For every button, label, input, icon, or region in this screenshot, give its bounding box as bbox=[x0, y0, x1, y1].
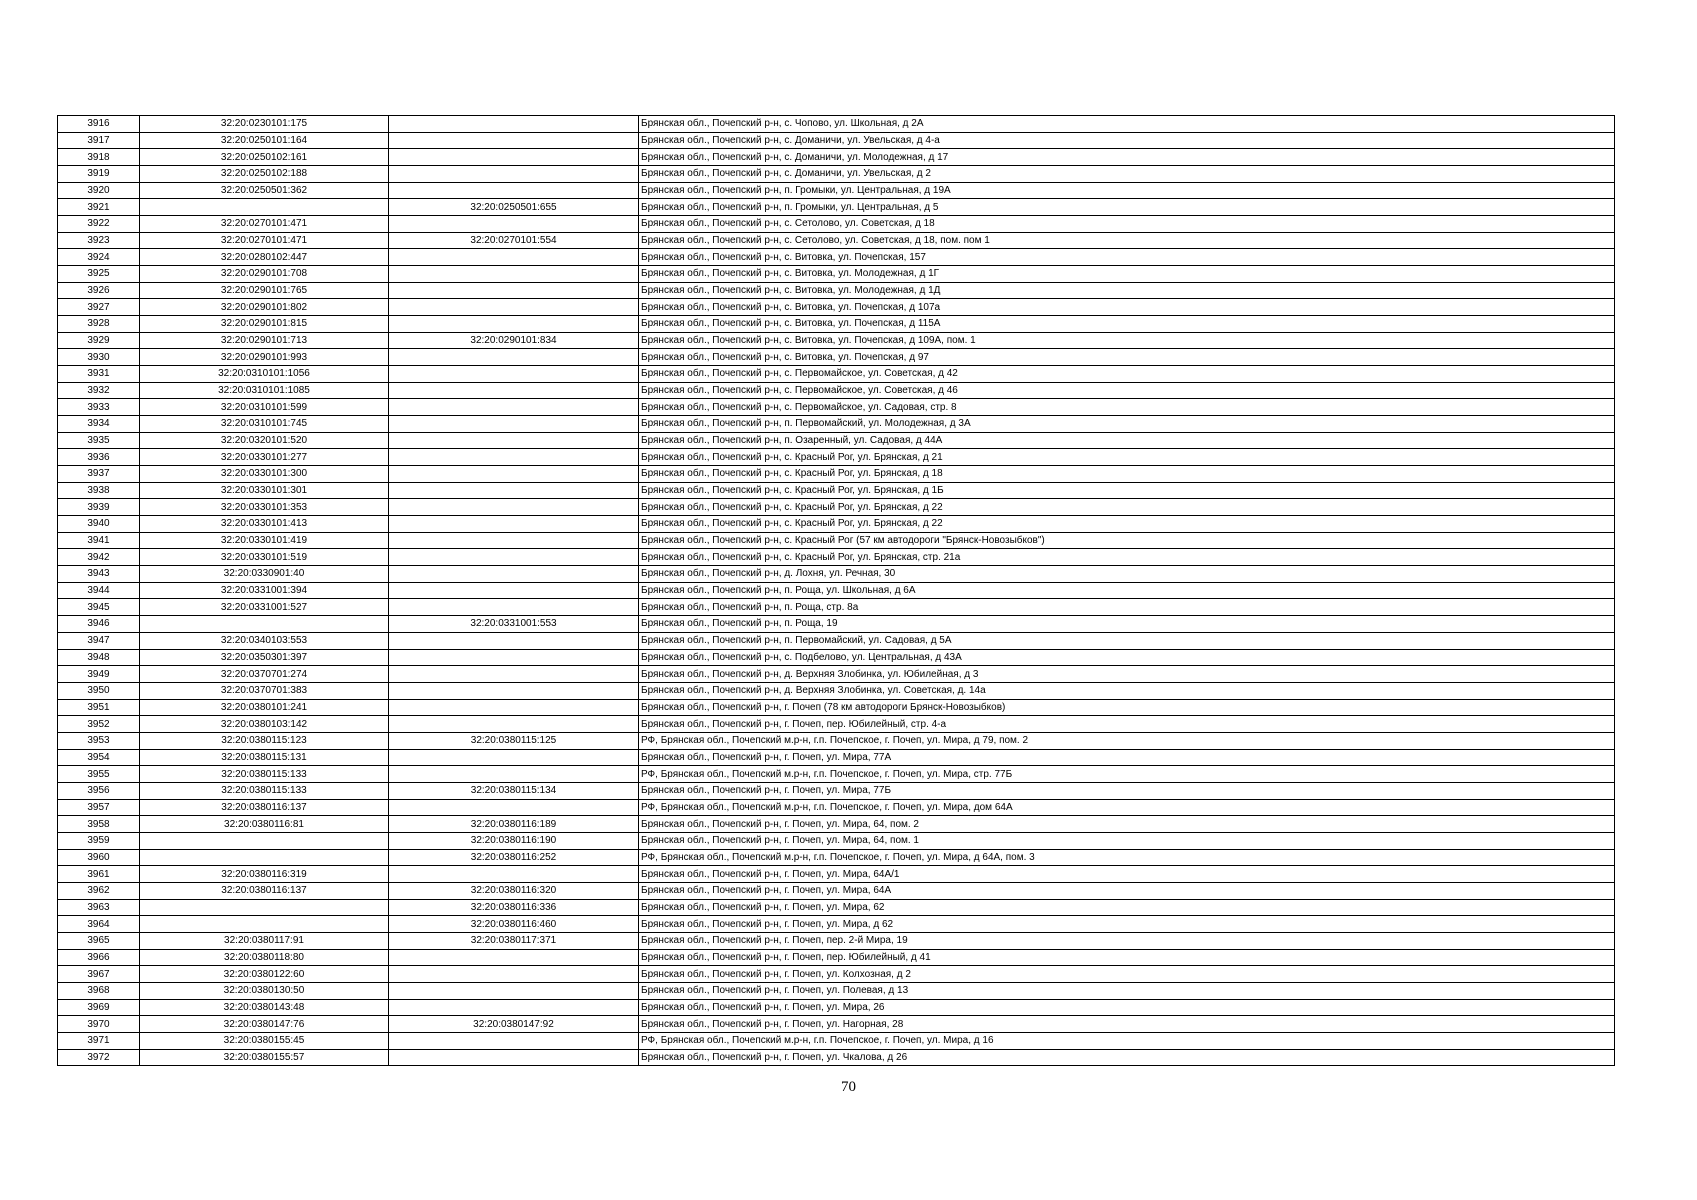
table-row bbox=[58, 632, 1615, 649]
table-row bbox=[58, 599, 1615, 616]
row-number-cell: 3969 bbox=[58, 999, 140, 1016]
table-row bbox=[58, 582, 1615, 599]
cadastral-number-cell: 32:20:0380143:48 bbox=[140, 999, 389, 1016]
address-cell: Брянская обл., Почепский р-н, с. Первомайское, ул. Советская, д 46 bbox=[639, 382, 1615, 399]
related-cadastral-number-cell bbox=[389, 299, 639, 316]
table-row bbox=[58, 432, 1615, 449]
row-number-cell: 3955 bbox=[58, 766, 140, 783]
row-number-cell: 3928 bbox=[58, 316, 140, 333]
cadastral-number-cell: 32:20:0380118:80 bbox=[140, 949, 389, 966]
table-row bbox=[58, 216, 1615, 233]
table-row bbox=[58, 899, 1615, 916]
row-number-cell: 3926 bbox=[58, 282, 140, 299]
row-number-cell: 3935 bbox=[58, 432, 140, 449]
row-number-cell: 3922 bbox=[58, 216, 140, 233]
address-cell: Брянская обл., Почепский р-н, г. Почеп (78 км автодороги Брянск-Новозыбков) bbox=[639, 699, 1615, 716]
row-number-cell: 3917 bbox=[58, 132, 140, 149]
related-cadastral-number-cell bbox=[389, 949, 639, 966]
address-cell: Брянская обл., Почепский р-н, с. Красный Рог, ул. Брянская, стр. 21а bbox=[639, 549, 1615, 566]
registry-body bbox=[58, 116, 1615, 1066]
related-cadastral-number-cell bbox=[389, 532, 639, 549]
row-number-cell: 3952 bbox=[58, 716, 140, 733]
table-row bbox=[58, 299, 1615, 316]
row-number-cell: 3924 bbox=[58, 249, 140, 266]
cadastral-number-cell: 32:20:0380115:133 bbox=[140, 766, 389, 783]
address-cell: Брянская обл., Почепский р-н, с. Первомайское, ул. Советская, д 42 bbox=[639, 366, 1615, 383]
related-cadastral-number-cell bbox=[389, 482, 639, 499]
table-row bbox=[58, 866, 1615, 883]
related-cadastral-number-cell bbox=[389, 166, 639, 183]
related-cadastral-number-cell bbox=[389, 449, 639, 466]
address-cell: Брянская обл., Почепский р-н, с. Красный Рог, ул. Брянская, д 22 bbox=[639, 499, 1615, 516]
table-row bbox=[58, 1032, 1615, 1049]
address-cell: Брянская обл., Почепский р-н, д. Верхняя Злобинка, ул. Советская, д. 14а bbox=[639, 682, 1615, 699]
cadastral-number-cell: 32:20:0250102:188 bbox=[140, 166, 389, 183]
table-row bbox=[58, 982, 1615, 999]
cadastral-number-cell: 32:20:0380115:131 bbox=[140, 749, 389, 766]
row-number-cell: 3932 bbox=[58, 382, 140, 399]
cadastral-number-cell: 32:20:0310101:1085 bbox=[140, 382, 389, 399]
table-row bbox=[58, 116, 1615, 133]
row-number-cell: 3919 bbox=[58, 166, 140, 183]
address-cell: Брянская обл., Почепский р-н, п. Роща, 19 bbox=[639, 616, 1615, 633]
table-row bbox=[58, 932, 1615, 949]
row-number-cell: 3956 bbox=[58, 782, 140, 799]
row-number-cell: 3953 bbox=[58, 732, 140, 749]
cadastral-number-cell: 32:20:0331001:394 bbox=[140, 582, 389, 599]
related-cadastral-number-cell bbox=[389, 499, 639, 516]
table-row bbox=[58, 499, 1615, 516]
row-number-cell: 3968 bbox=[58, 982, 140, 999]
related-cadastral-number-cell bbox=[389, 566, 639, 583]
address-cell: Брянская обл., Почепский р-н, д. Верхняя Злобинка, ул. Юбилейная, д 3 bbox=[639, 666, 1615, 683]
address-cell: Брянская обл., Почепский р-н, с. Сетолово, ул. Советская, д 18 bbox=[639, 216, 1615, 233]
related-cadastral-number-cell bbox=[389, 466, 639, 483]
related-cadastral-number-cell bbox=[389, 599, 639, 616]
row-number-cell: 3943 bbox=[58, 566, 140, 583]
cadastral-number-cell: 32:20:0290101:802 bbox=[140, 299, 389, 316]
table-row bbox=[58, 999, 1615, 1016]
table-row bbox=[58, 682, 1615, 699]
address-cell: Брянская обл., Почепский р-н, г. Почеп, пер. 2-й Мира, 19 bbox=[639, 932, 1615, 949]
table-row bbox=[58, 666, 1615, 683]
table-row bbox=[58, 416, 1615, 433]
cadastral-number-cell: 32:20:0290101:713 bbox=[140, 332, 389, 349]
cadastral-number-cell: 32:20:0310101:745 bbox=[140, 416, 389, 433]
related-cadastral-number-cell bbox=[389, 999, 639, 1016]
address-cell: Брянская обл., Почепский р-н, с. Красный Рог, ул. Брянская, д 21 bbox=[639, 449, 1615, 466]
row-number-cell: 3964 bbox=[58, 916, 140, 933]
address-cell: Брянская обл., Почепский р-н, г. Почеп, ул. Мира, 64А/1 bbox=[639, 866, 1615, 883]
cadastral-number-cell bbox=[140, 916, 389, 933]
address-cell: Брянская обл., Почепский р-н, с. Подбелово, ул. Центральная, д 43А bbox=[639, 649, 1615, 666]
table-row bbox=[58, 782, 1615, 799]
address-cell: Брянская обл., Почепский р-н, с. Сетолово, ул. Советская, д 18, пом. пом 1 bbox=[639, 232, 1615, 249]
row-number-cell: 3942 bbox=[58, 549, 140, 566]
row-number-cell: 3920 bbox=[58, 182, 140, 199]
cadastral-number-cell: 32:20:0380103:142 bbox=[140, 716, 389, 733]
cadastral-number-cell: 32:20:0290101:815 bbox=[140, 316, 389, 333]
row-number-cell: 3945 bbox=[58, 599, 140, 616]
address-cell: Брянская обл., Почепский р-н, с. Доманичи, ул. Увельская, д 2 bbox=[639, 166, 1615, 183]
address-cell: РФ, Брянская обл., Почепский м.р-н, г.п. Почепское, г. Почеп, ул. Мира, д 16 bbox=[639, 1032, 1615, 1049]
cadastral-number-cell: 32:20:0380116:137 bbox=[140, 882, 389, 899]
row-number-cell: 3933 bbox=[58, 399, 140, 416]
cadastral-number-cell: 32:20:0380101:241 bbox=[140, 699, 389, 716]
row-number-cell: 3918 bbox=[58, 149, 140, 166]
table-row bbox=[58, 466, 1615, 483]
address-cell: Брянская обл., Почепский р-н, с. Витовка, ул. Молодежная, д 1Г bbox=[639, 266, 1615, 283]
address-cell: Брянская обл., Почепский р-н, с. Витовка, ул. Молодежная, д 1Д bbox=[639, 282, 1615, 299]
related-cadastral-number-cell: 32:20:0380117:371 bbox=[389, 932, 639, 949]
address-cell: РФ, Брянская обл., Почепский м.р-н, г.п. Почепское, г. Почеп, ул. Мира, стр. 77Б bbox=[639, 766, 1615, 783]
row-number-cell: 3972 bbox=[58, 1049, 140, 1066]
related-cadastral-number-cell bbox=[389, 1049, 639, 1066]
related-cadastral-number-cell bbox=[389, 649, 639, 666]
address-cell: Брянская обл., Почепский р-н, с. Красный Рог, ул. Брянская, д 22 bbox=[639, 516, 1615, 533]
related-cadastral-number-cell: 32:20:0380116:190 bbox=[389, 832, 639, 849]
table-row bbox=[58, 949, 1615, 966]
row-number-cell: 3940 bbox=[58, 516, 140, 533]
row-number-cell: 3967 bbox=[58, 966, 140, 983]
row-number-cell: 3960 bbox=[58, 849, 140, 866]
related-cadastral-number-cell: 32:20:0380116:252 bbox=[389, 849, 639, 866]
address-cell: РФ, Брянская обл., Почепский м.р-н, г.п. Почепское, г. Почеп, ул. Мира, дом 64А bbox=[639, 799, 1615, 816]
row-number-cell: 3949 bbox=[58, 666, 140, 683]
table-row bbox=[58, 766, 1615, 783]
table-row bbox=[58, 199, 1615, 216]
cadastral-number-cell: 32:20:0230101:175 bbox=[140, 116, 389, 133]
row-number-cell: 3950 bbox=[58, 682, 140, 699]
address-cell: Брянская обл., Почепский р-н, с. Витовка, ул. Почепская, д 97 bbox=[639, 349, 1615, 366]
table-row bbox=[58, 699, 1615, 716]
row-number-cell: 3948 bbox=[58, 649, 140, 666]
address-cell: Брянская обл., Почепский р-н, г. Почеп, ул. Мира, 64А bbox=[639, 882, 1615, 899]
row-number-cell: 3970 bbox=[58, 1016, 140, 1033]
related-cadastral-number-cell bbox=[389, 516, 639, 533]
row-number-cell: 3923 bbox=[58, 232, 140, 249]
table-row bbox=[58, 716, 1615, 733]
cadastral-number-cell: 32:20:0380130:50 bbox=[140, 982, 389, 999]
related-cadastral-number-cell bbox=[389, 366, 639, 383]
row-number-cell: 3941 bbox=[58, 532, 140, 549]
table-row bbox=[58, 332, 1615, 349]
page-number: 70 bbox=[841, 1079, 856, 1095]
cadastral-number-cell: 32:20:0280102:447 bbox=[140, 249, 389, 266]
cadastral-number-cell: 32:20:0380155:57 bbox=[140, 1049, 389, 1066]
related-cadastral-number-cell bbox=[389, 632, 639, 649]
related-cadastral-number-cell bbox=[389, 432, 639, 449]
address-cell: Брянская обл., Почепский р-н, г. Почеп, ул. Колхозная, д 2 bbox=[639, 966, 1615, 983]
row-number-cell: 3966 bbox=[58, 949, 140, 966]
related-cadastral-number-cell bbox=[389, 682, 639, 699]
cadastral-number-cell: 32:20:0290101:993 bbox=[140, 349, 389, 366]
table-row bbox=[58, 649, 1615, 666]
address-cell: Брянская обл., Почепский р-н, с. Витовка, ул. Почепская, д 107а bbox=[639, 299, 1615, 316]
related-cadastral-number-cell bbox=[389, 399, 639, 416]
related-cadastral-number-cell bbox=[389, 416, 639, 433]
table-row bbox=[58, 816, 1615, 833]
cadastral-number-cell: 32:20:0330101:277 bbox=[140, 449, 389, 466]
row-number-cell: 3916 bbox=[58, 116, 140, 133]
cadastral-number-cell: 32:20:0330101:519 bbox=[140, 549, 389, 566]
address-cell: Брянская обл., Почепский р-н, с. Витовка, ул. Почепская, 157 bbox=[639, 249, 1615, 266]
cadastral-number-cell bbox=[140, 616, 389, 633]
row-number-cell: 3927 bbox=[58, 299, 140, 316]
related-cadastral-number-cell bbox=[389, 749, 639, 766]
related-cadastral-number-cell bbox=[389, 666, 639, 683]
cadastral-number-cell: 32:20:0380116:137 bbox=[140, 799, 389, 816]
cadastral-number-cell: 32:20:0290101:708 bbox=[140, 266, 389, 283]
related-cadastral-number-cell: 32:20:0380115:125 bbox=[389, 732, 639, 749]
row-number-cell: 3959 bbox=[58, 832, 140, 849]
cadastral-number-cell: 32:20:0380116:81 bbox=[140, 816, 389, 833]
row-number-cell: 3963 bbox=[58, 899, 140, 916]
address-cell: Брянская обл., Почепский р-н, с. Доманичи, ул. Молодежная, д 17 bbox=[639, 149, 1615, 166]
row-number-cell: 3936 bbox=[58, 449, 140, 466]
address-cell: Брянская обл., Почепский р-н, с. Чопово, ул. Школьная, д 2А bbox=[639, 116, 1615, 133]
address-cell: Брянская обл., Почепский р-н, г. Почеп, ул. Полевая, д 13 bbox=[639, 982, 1615, 999]
table-row bbox=[58, 832, 1615, 849]
table-row bbox=[58, 732, 1615, 749]
table-row bbox=[58, 366, 1615, 383]
cadastral-number-cell: 32:20:0330101:353 bbox=[140, 499, 389, 516]
table-row bbox=[58, 566, 1615, 583]
table-row bbox=[58, 166, 1615, 183]
row-number-cell: 3939 bbox=[58, 499, 140, 516]
row-number-cell: 3930 bbox=[58, 349, 140, 366]
row-number-cell: 3938 bbox=[58, 482, 140, 499]
row-number-cell: 3921 bbox=[58, 199, 140, 216]
cadastral-number-cell: 32:20:0250102:161 bbox=[140, 149, 389, 166]
related-cadastral-number-cell bbox=[389, 982, 639, 999]
related-cadastral-number-cell bbox=[389, 282, 639, 299]
address-cell: Брянская обл., Почепский р-н, г. Почеп, пер. Юбилейный, стр. 4-а bbox=[639, 716, 1615, 733]
address-cell: Брянская обл., Почепский р-н, г. Почеп, ул. Мира, 77А bbox=[639, 749, 1615, 766]
address-cell: Брянская обл., Почепский р-н, г. Почеп, ул. Мира, 62 bbox=[639, 899, 1615, 916]
related-cadastral-number-cell bbox=[389, 582, 639, 599]
table-row bbox=[58, 349, 1615, 366]
address-cell: РФ, Брянская обл., Почепский м.р-н, г.п. Почепское, г. Почеп, ул. Мира, д 79, пом. 2 bbox=[639, 732, 1615, 749]
table-row bbox=[58, 1049, 1615, 1066]
address-cell: Брянская обл., Почепский р-н, п. Роща, стр. 8а bbox=[639, 599, 1615, 616]
address-cell: Брянская обл., Почепский р-н, с. Красный Рог, ул. Брянская, д 18 bbox=[639, 466, 1615, 483]
row-number-cell: 3947 bbox=[58, 632, 140, 649]
address-cell: Брянская обл., Почепский р-н, г. Почеп, ул. Мира, д 62 bbox=[639, 916, 1615, 933]
cadastral-number-cell: 32:20:0370701:274 bbox=[140, 666, 389, 683]
row-number-cell: 3944 bbox=[58, 582, 140, 599]
table-row bbox=[58, 449, 1615, 466]
table-row bbox=[58, 1016, 1615, 1033]
table-row bbox=[58, 916, 1615, 933]
table-row bbox=[58, 316, 1615, 333]
row-number-cell: 3934 bbox=[58, 416, 140, 433]
address-cell: Брянская обл., Почепский р-н, с. Витовка, ул. Почепская, д 109А, пом. 1 bbox=[639, 332, 1615, 349]
row-number-cell: 3946 bbox=[58, 616, 140, 633]
address-cell: Брянская обл., Почепский р-н, г. Почеп, ул. Мира, 64, пом. 1 bbox=[639, 832, 1615, 849]
related-cadastral-number-cell bbox=[389, 382, 639, 399]
cadastral-number-cell: 32:20:0340103:553 bbox=[140, 632, 389, 649]
related-cadastral-number-cell: 32:20:0290101:834 bbox=[389, 332, 639, 349]
table-row bbox=[58, 532, 1615, 549]
related-cadastral-number-cell bbox=[389, 866, 639, 883]
related-cadastral-number-cell: 32:20:0250501:655 bbox=[389, 199, 639, 216]
address-cell: Брянская обл., Почепский р-н, п. Громыки, ул. Центральная, д 5 bbox=[639, 199, 1615, 216]
cadastral-number-cell: 32:20:0270101:471 bbox=[140, 216, 389, 233]
address-cell: Брянская обл., Почепский р-н, п. Первомайский, ул. Молодежная, д 3А bbox=[639, 416, 1615, 433]
related-cadastral-number-cell bbox=[389, 132, 639, 149]
table-row bbox=[58, 882, 1615, 899]
table-row bbox=[58, 516, 1615, 533]
cadastral-number-cell: 32:20:0310101:599 bbox=[140, 399, 389, 416]
cadastral-number-cell: 32:20:0380115:123 bbox=[140, 732, 389, 749]
table-row bbox=[58, 249, 1615, 266]
cadastral-number-cell: 32:20:0330101:419 bbox=[140, 532, 389, 549]
cadastral-number-cell: 32:20:0331001:527 bbox=[140, 599, 389, 616]
table-row bbox=[58, 266, 1615, 283]
row-number-cell: 3925 bbox=[58, 266, 140, 283]
property-registry-table bbox=[57, 115, 1615, 1066]
cadastral-number-cell bbox=[140, 899, 389, 916]
address-cell: Брянская обл., Почепский р-н, с. Витовка, ул. Почепская, д 115А bbox=[639, 316, 1615, 333]
related-cadastral-number-cell: 32:20:0380116:320 bbox=[389, 882, 639, 899]
address-cell: Брянская обл., Почепский р-н, г. Почеп, ул. Нагорная, 28 bbox=[639, 1016, 1615, 1033]
table-row bbox=[58, 399, 1615, 416]
cadastral-number-cell: 32:20:0380122:60 bbox=[140, 966, 389, 983]
table-row bbox=[58, 616, 1615, 633]
row-number-cell: 3961 bbox=[58, 866, 140, 883]
cadastral-number-cell: 32:20:0330901:40 bbox=[140, 566, 389, 583]
table-row bbox=[58, 966, 1615, 983]
address-cell: Брянская обл., Почепский р-н, с. Первомайское, ул. Садовая, стр. 8 bbox=[639, 399, 1615, 416]
cadastral-number-cell: 32:20:0380116:319 bbox=[140, 866, 389, 883]
cadastral-number-cell: 32:20:0250501:362 bbox=[140, 182, 389, 199]
related-cadastral-number-cell bbox=[389, 966, 639, 983]
address-cell: Брянская обл., Почепский р-н, п. Громыки, ул. Центральная, д 19А bbox=[639, 182, 1615, 199]
related-cadastral-number-cell bbox=[389, 216, 639, 233]
address-cell: Брянская обл., Почепский р-н, г. Почеп, ул. Чкалова, д 26 bbox=[639, 1049, 1615, 1066]
related-cadastral-number-cell bbox=[389, 182, 639, 199]
row-number-cell: 3962 bbox=[58, 882, 140, 899]
table-row bbox=[58, 849, 1615, 866]
related-cadastral-number-cell bbox=[389, 549, 639, 566]
address-cell: РФ, Брянская обл., Почепский м.р-н, г.п. Почепское, г. Почеп, ул. Мира, д 64А, пом. 3 bbox=[639, 849, 1615, 866]
row-number-cell: 3965 bbox=[58, 932, 140, 949]
related-cadastral-number-cell bbox=[389, 799, 639, 816]
related-cadastral-number-cell: 32:20:0380116:189 bbox=[389, 816, 639, 833]
table-row bbox=[58, 132, 1615, 149]
address-cell: Брянская обл., Почепский р-н, с. Доманичи, ул. Увельская, д 4-а bbox=[639, 132, 1615, 149]
table-row bbox=[58, 799, 1615, 816]
cadastral-number-cell: 32:20:0290101:765 bbox=[140, 282, 389, 299]
table-row bbox=[58, 482, 1615, 499]
cadastral-number-cell: 32:20:0330101:301 bbox=[140, 482, 389, 499]
table-row bbox=[58, 382, 1615, 399]
related-cadastral-number-cell bbox=[389, 1032, 639, 1049]
related-cadastral-number-cell bbox=[389, 316, 639, 333]
cadastral-number-cell: 32:20:0270101:471 bbox=[140, 232, 389, 249]
row-number-cell: 3929 bbox=[58, 332, 140, 349]
related-cadastral-number-cell bbox=[389, 116, 639, 133]
cadastral-number-cell: 32:20:0350301:397 bbox=[140, 649, 389, 666]
related-cadastral-number-cell bbox=[389, 716, 639, 733]
address-cell: Брянская обл., Почепский р-н, с. Красный Рог, ул. Брянская, д 1Б bbox=[639, 482, 1615, 499]
row-number-cell: 3957 bbox=[58, 799, 140, 816]
address-cell: Брянская обл., Почепский р-н, с. Красный Рог (57 км автодороги "Брянск-Новозыбков") bbox=[639, 532, 1615, 549]
table-row bbox=[58, 149, 1615, 166]
related-cadastral-number-cell: 32:20:0380147:92 bbox=[389, 1016, 639, 1033]
cadastral-number-cell: 32:20:0380155:45 bbox=[140, 1032, 389, 1049]
address-cell: Брянская обл., Почепский р-н, г. Почеп, ул. Мира, 64, пом. 2 bbox=[639, 816, 1615, 833]
table-row bbox=[58, 182, 1615, 199]
cadastral-number-cell: 32:20:0310101:1056 bbox=[140, 366, 389, 383]
cadastral-number-cell bbox=[140, 849, 389, 866]
related-cadastral-number-cell bbox=[389, 266, 639, 283]
cadastral-number-cell: 32:20:0250101:164 bbox=[140, 132, 389, 149]
related-cadastral-number-cell bbox=[389, 349, 639, 366]
row-number-cell: 3971 bbox=[58, 1032, 140, 1049]
address-cell: Брянская обл., Почепский р-н, п. Озаренный, ул. Садовая, д 44А bbox=[639, 432, 1615, 449]
address-cell: Брянская обл., Почепский р-н, п. Роща, ул. Школьная, д 6А bbox=[639, 582, 1615, 599]
address-cell: Брянская обл., Почепский р-н, г. Почеп, ул. Мира, 77Б bbox=[639, 782, 1615, 799]
cadastral-number-cell: 32:20:0380117:91 bbox=[140, 932, 389, 949]
cadastral-number-cell: 32:20:0320101:520 bbox=[140, 432, 389, 449]
table-row bbox=[58, 282, 1615, 299]
row-number-cell: 3954 bbox=[58, 749, 140, 766]
cadastral-number-cell: 32:20:0330101:300 bbox=[140, 466, 389, 483]
related-cadastral-number-cell: 32:20:0331001:553 bbox=[389, 616, 639, 633]
cadastral-number-cell bbox=[140, 199, 389, 216]
cadastral-number-cell: 32:20:0330101:413 bbox=[140, 516, 389, 533]
related-cadastral-number-cell: 32:20:0270101:554 bbox=[389, 232, 639, 249]
address-cell: Брянская обл., Почепский р-н, г. Почеп, пер. Юбилейный, д 41 bbox=[639, 949, 1615, 966]
row-number-cell: 3951 bbox=[58, 699, 140, 716]
address-cell: Брянская обл., Почепский р-н, г. Почеп, ул. Мира, 26 bbox=[639, 999, 1615, 1016]
cadastral-number-cell: 32:20:0370701:383 bbox=[140, 682, 389, 699]
table-row bbox=[58, 549, 1615, 566]
row-number-cell: 3937 bbox=[58, 466, 140, 483]
related-cadastral-number-cell bbox=[389, 249, 639, 266]
related-cadastral-number-cell: 32:20:0380116:336 bbox=[389, 899, 639, 916]
cadastral-number-cell bbox=[140, 832, 389, 849]
related-cadastral-number-cell: 32:20:0380115:134 bbox=[389, 782, 639, 799]
row-number-cell: 3958 bbox=[58, 816, 140, 833]
related-cadastral-number-cell bbox=[389, 149, 639, 166]
table-row bbox=[58, 749, 1615, 766]
row-number-cell: 3931 bbox=[58, 366, 140, 383]
table-row bbox=[58, 232, 1615, 249]
cadastral-number-cell: 32:20:0380147:76 bbox=[140, 1016, 389, 1033]
related-cadastral-number-cell bbox=[389, 699, 639, 716]
address-cell: Брянская обл., Почепский р-н, д. Лохня, ул. Речная, 30 bbox=[639, 566, 1615, 583]
address-cell: Брянская обл., Почепский р-н, п. Первомайский, ул. Садовая, д 5А bbox=[639, 632, 1615, 649]
related-cadastral-number-cell bbox=[389, 766, 639, 783]
related-cadastral-number-cell: 32:20:0380116:460 bbox=[389, 916, 639, 933]
cadastral-number-cell: 32:20:0380115:133 bbox=[140, 782, 389, 799]
